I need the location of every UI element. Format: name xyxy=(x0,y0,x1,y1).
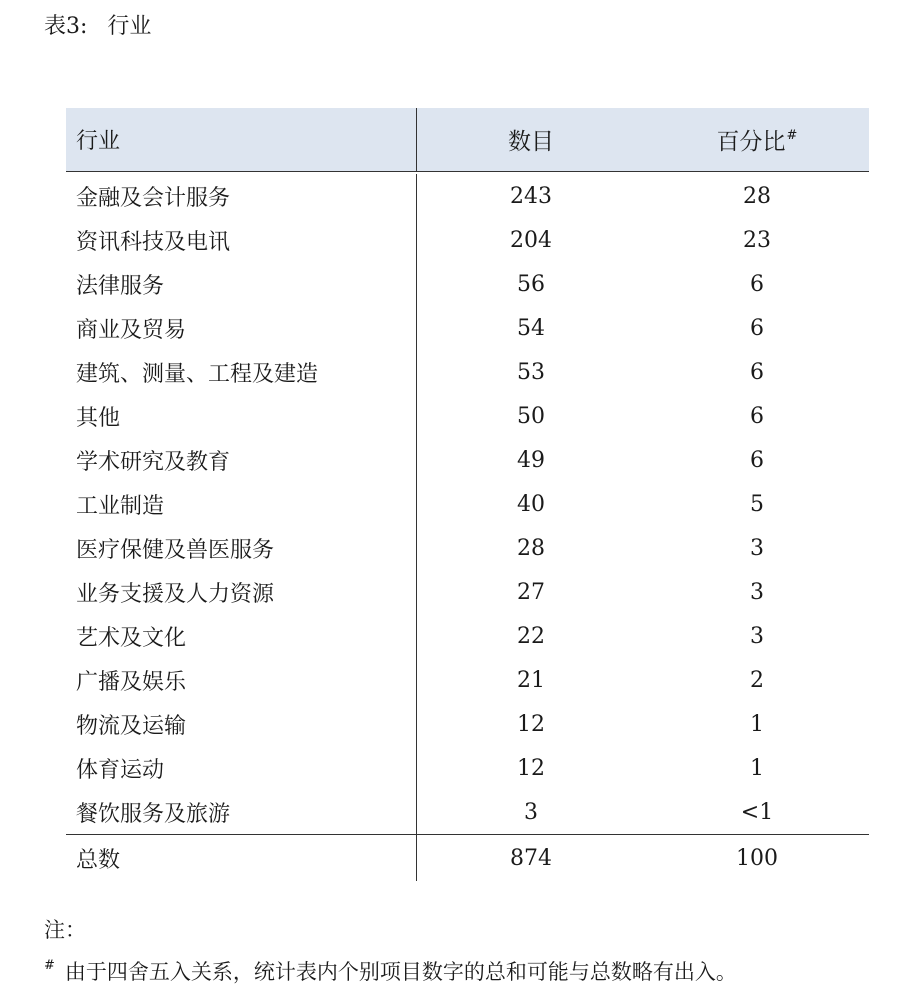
cell-count: 50 xyxy=(517,403,545,429)
caption-label: 表3: xyxy=(44,14,88,39)
table-body xyxy=(66,172,869,834)
cell-industry: 业务支援及人力资源 xyxy=(66,570,417,614)
cell-count: 56 xyxy=(517,271,545,297)
cell-industry: 体育运动 xyxy=(66,746,417,790)
cell-industry: 工业制造 xyxy=(66,482,417,526)
cell-industry: 广播及娱乐 xyxy=(66,658,417,702)
cell-count: 22 xyxy=(517,623,545,649)
footnote-mark: # xyxy=(44,958,55,973)
table-row xyxy=(66,790,869,834)
cell-percent: 5 xyxy=(750,491,764,517)
header-count: 数目 xyxy=(508,129,554,155)
cell-count: 49 xyxy=(517,447,545,473)
cell-percent: 3 xyxy=(750,535,764,561)
cell-industry: 学术研究及教育 xyxy=(66,438,417,482)
notes-heading: 注： xyxy=(44,918,86,942)
cell-percent: 6 xyxy=(750,359,764,385)
table-row xyxy=(66,658,869,702)
table-row xyxy=(66,262,869,306)
cell-industry: 物流及运输 xyxy=(66,702,417,746)
cell-percent: 6 xyxy=(750,315,764,341)
cell-percent: 28 xyxy=(743,183,771,209)
table-row xyxy=(66,306,869,350)
footnote-rounding xyxy=(44,948,737,990)
header-percent-label: 百分比 xyxy=(716,129,786,155)
cell-industry: 法律服务 xyxy=(66,262,417,306)
table-row xyxy=(66,394,869,438)
table-row xyxy=(66,526,869,570)
cell-percent: 6 xyxy=(750,447,764,473)
table-row xyxy=(66,482,869,526)
cell-count: 12 xyxy=(517,711,545,737)
table-row xyxy=(66,746,869,790)
cell-industry: 金融及会计服务 xyxy=(66,174,417,218)
cell-count: 27 xyxy=(517,579,545,605)
table-row xyxy=(66,350,869,394)
cell-count: 53 xyxy=(517,359,545,385)
table-row xyxy=(66,218,869,262)
cell-count: 28 xyxy=(517,535,545,561)
cell-count: 243 xyxy=(510,183,552,209)
table-caption xyxy=(44,10,151,44)
cell-count: 40 xyxy=(517,491,545,517)
cell-percent: 23 xyxy=(743,227,771,253)
cell-percent: <1 xyxy=(740,799,774,825)
cell-count: 204 xyxy=(510,227,552,253)
cell-percent: 6 xyxy=(750,271,764,297)
cell-percent: 1 xyxy=(750,755,764,781)
header-percent-footnote-mark: # xyxy=(786,128,798,143)
cell-industry: 商业及贸易 xyxy=(66,306,417,350)
table-row xyxy=(66,172,869,218)
cell-percent: 3 xyxy=(750,623,764,649)
cell-industry: 餐饮服务及旅游 xyxy=(66,790,417,834)
cell-industry: 艺术及文化 xyxy=(66,614,417,658)
caption-title: 行业 xyxy=(107,14,152,39)
cell-count: 3 xyxy=(524,799,538,825)
footnote-text: 由于四舍五入关系，统计表内个别项目数字的总和可能与总数略有出入。 xyxy=(64,960,737,984)
total-count: 874 xyxy=(510,845,552,871)
cell-percent: 6 xyxy=(750,403,764,429)
cell-industry: 建筑、测量、工程及建造 xyxy=(66,350,417,394)
footnotes xyxy=(44,912,737,990)
cell-count: 12 xyxy=(517,755,545,781)
header-industry: 行业 xyxy=(66,108,417,171)
total-percent: 100 xyxy=(736,845,778,871)
cell-industry: 医疗保健及兽医服务 xyxy=(66,526,417,570)
table-row xyxy=(66,702,869,746)
industry-table xyxy=(66,108,869,881)
table-row xyxy=(66,614,869,658)
table-row xyxy=(66,438,869,482)
total-label: 总数 xyxy=(66,835,417,881)
header-percent xyxy=(645,123,869,156)
table-header-row xyxy=(66,108,869,172)
cell-industry: 其他 xyxy=(66,394,417,438)
cell-count: 54 xyxy=(517,315,545,341)
total-row xyxy=(66,834,869,881)
cell-industry: 资讯科技及电讯 xyxy=(66,218,417,262)
cell-percent: 2 xyxy=(750,667,764,693)
cell-percent: 3 xyxy=(750,579,764,605)
table-row xyxy=(66,570,869,614)
cell-percent: 1 xyxy=(750,711,764,737)
cell-count: 21 xyxy=(517,667,545,693)
